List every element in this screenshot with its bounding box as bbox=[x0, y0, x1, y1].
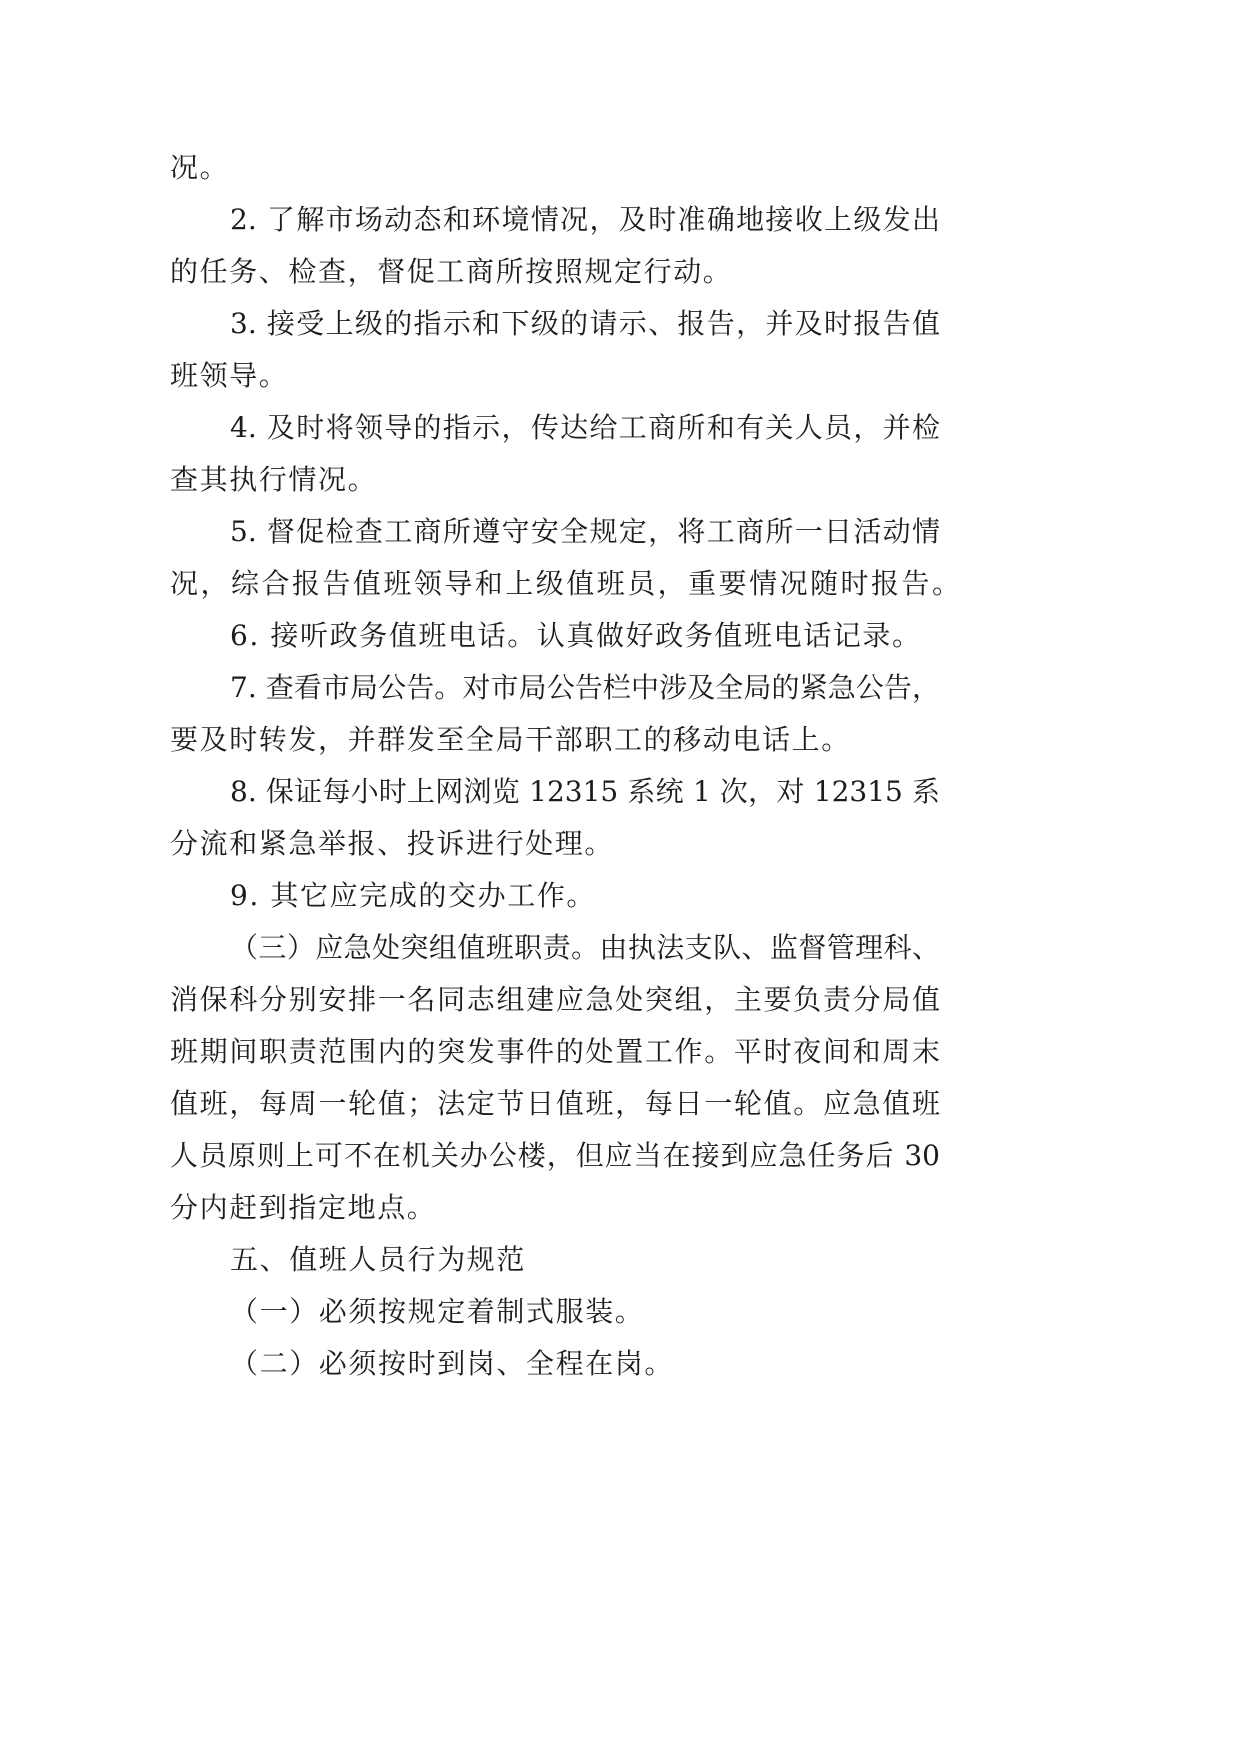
text-line: 7. 查看市局公告。对市局公告栏中涉及全局的紧急公告， bbox=[230, 671, 940, 704]
text-line: 2. 了解市场动态和环境情况，及时准确地接收上级发出 bbox=[230, 203, 940, 236]
text-line: 值班，每周一轮值；法定节日值班，每日一轮值。应急值班 bbox=[170, 1087, 940, 1120]
text-line: 况，综合报告值班领导和上级值班员，重要情况随时报告。 bbox=[170, 567, 960, 600]
text-line: 8. 保证每小时上网浏览 12315 系统 1 次，对 12315 系 bbox=[230, 775, 940, 808]
text-line: 5. 督促检查工商所遵守安全规定，将工商所一日活动情 bbox=[230, 515, 940, 548]
section-heading: 五、值班人员行为规范 bbox=[230, 1243, 527, 1276]
text-line: 况。 bbox=[170, 151, 230, 184]
text-line: 人员原则上可不在机关办公楼，但应当在接到应急任务后 30 bbox=[170, 1139, 940, 1172]
text-line: 分流和紧急举报、投诉进行处理。 bbox=[170, 827, 615, 860]
text-line: （二）必须按时到岗、全程在岗。 bbox=[230, 1347, 675, 1380]
text-line: 6. 接听政务值班电话。认真做好政务值班电话记录。 bbox=[230, 619, 922, 652]
text-line: 分内赶到指定地点。 bbox=[170, 1191, 437, 1224]
text-line: 消保科分别安排一名同志组建应急处突组，主要负责分局值 bbox=[170, 983, 940, 1016]
text-line: 查其执行情况。 bbox=[170, 463, 378, 496]
text-line: 要及时转发，并群发至全局干部职工的移动电话上。 bbox=[170, 723, 851, 756]
text-line: 3. 接受上级的指示和下级的请示、报告，并及时报告值 bbox=[230, 307, 940, 340]
text-line: 9. 其它应完成的交办工作。 bbox=[230, 879, 597, 912]
section-heading: （三）应急处突组值班职责。由执法支队、监督管理科、 bbox=[230, 931, 940, 964]
text-line: 班领导。 bbox=[170, 359, 289, 392]
text-line: 4. 及时将领导的指示，传达给工商所和有关人员，并检 bbox=[230, 411, 940, 444]
text-line: 的任务、检查，督促工商所按照规定行动。 bbox=[170, 255, 733, 288]
text-line: 班期间职责范围内的突发事件的处置工作。平时夜间和周末 bbox=[170, 1035, 940, 1068]
text-line: （一）必须按规定着制式服装。 bbox=[230, 1295, 645, 1328]
document-body bbox=[0, 142, 1241, 1390]
